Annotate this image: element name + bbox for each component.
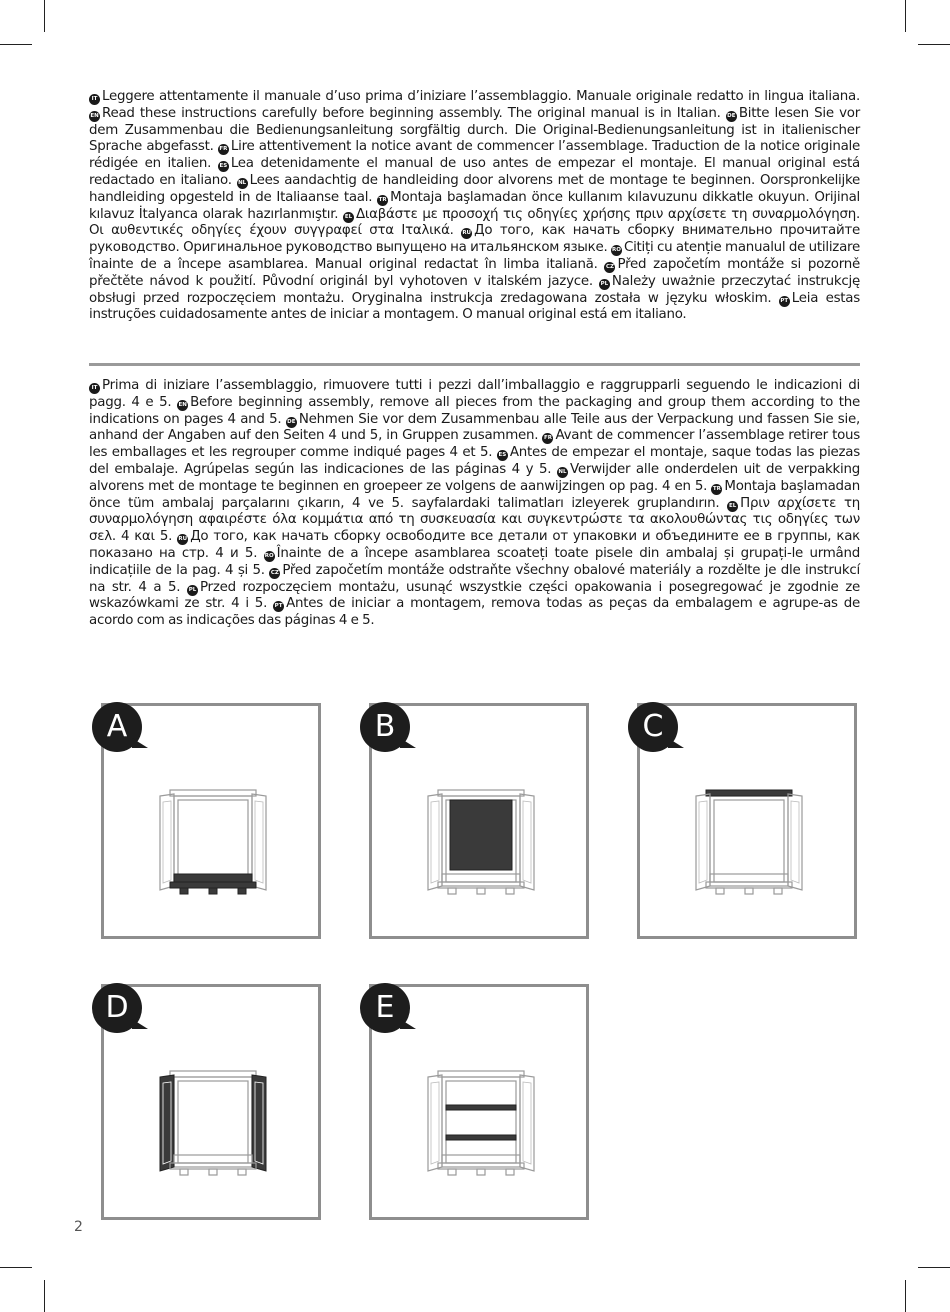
language-text-pl: Należy uważnie przeczytać instrukcję obsługi przed rozpoczęciem montażu. Oryginalna instrukcja zredagowana została w języku włoskim. [89, 273, 860, 306]
language-text-es: Lea detenidamente el manual de uso antes de empezar el montaje. El manual original está redactado en italiano. [89, 156, 860, 188]
crop-mark [905, 0, 906, 32]
language-badge-ru: RU [461, 228, 472, 239]
language-text-cz: Před započetím montáže odstraňte všechny obalové materiály a rozdělte je dle instrukcí na str. 4 a 5. [89, 562, 860, 595]
language-badge-ro: RO [611, 245, 622, 256]
language-badge-cz: CZ [269, 568, 280, 579]
language-badge-fr: FR [542, 433, 553, 444]
language-badge-ro: RO [264, 551, 275, 562]
group-panel-c [637, 703, 857, 939]
language-badge-pl: PL [599, 279, 610, 290]
language-badge-it: IT [89, 94, 100, 105]
cabinet-illustration [692, 788, 806, 898]
language-badge-de: DE [286, 417, 297, 428]
language-text-tr: Montaja başlamadan önce tüm ambalaj parçalarını çıkarın, 4 ve 5. sayfalardaki talimatları izleyerek gruplandırın. [89, 478, 860, 511]
crop-mark [918, 1267, 950, 1268]
language-badge-pt: PT [779, 296, 790, 307]
group-badge: B [360, 702, 410, 752]
language-text-ro: Înainte de a începe asamblarea scoateți toate pisele din ambalaj și grupați-le urmând indicațiile de la pag. 4 și 5. [89, 545, 860, 578]
language-badge-it: IT [89, 383, 100, 394]
crop-mark [0, 1267, 32, 1268]
language-badge-fr: FR [218, 144, 229, 155]
cabinet-illustration [156, 788, 270, 898]
crop-mark [44, 0, 45, 32]
language-text-en: Before beginning assembly, remove all pieces from the packaging and group them according to the indications on pages 4 and 5. [89, 394, 860, 427]
crop-mark [44, 1280, 45, 1312]
language-badge-es: ES [497, 450, 508, 461]
language-badge-cz: CZ [604, 262, 615, 273]
language-text-ru: До того, как начать сборку освободите все детали от упаковки и объедините ее в группы, как показано на стр. 4 и 5. [89, 529, 860, 561]
language-text-en: Read these instructions carefully before beginning assembly. The original manual is in Italian. [102, 105, 726, 121]
crop-mark [0, 44, 32, 45]
language-badge-el: EL [727, 501, 738, 512]
language-badge-el: EL [343, 212, 354, 223]
language-text-ru: До того, как начать сборку внимательно прочитайте руководство. Оригинальное руководство выпущено на итальянском языке. [89, 223, 860, 256]
unpack-paragraph [89, 378, 860, 630]
language-text-pl: Przed rozpoczęciem montażu, usunąć wszystkie części opakowania i posegregować je zgodnie ze wskazówkami ze str. 4 i 5. [89, 579, 860, 612]
language-badge-tr: TR [711, 484, 722, 495]
language-badge-pl: PL [187, 585, 198, 596]
page-number: 2 [74, 1219, 83, 1235]
language-badge-pt: PT [273, 601, 284, 612]
section-divider [89, 363, 860, 366]
group-panel-a [101, 703, 321, 939]
language-text-cz: Před započetím montáže si pozorně přečtěte návod k použití. Původní originál byl vyhotoven v italském jazyce. [89, 256, 860, 289]
language-badge-de: DE [726, 111, 737, 122]
language-text-it: Prima di iniziare l’assemblaggio, rimuovere tutti i pezzi dall’imballaggio e raggrupparli seguendo le indicazioni di pagg. 4 e 5. [89, 378, 860, 410]
crop-mark [905, 1280, 906, 1312]
group-badge: C [628, 702, 678, 752]
language-text-nl: Verwijder alle onderdelen uit de verpakking alvorens met de montage te beginnen en groepeer ze volgens de aanwijzingen op pag. 4 en 5. [89, 461, 860, 494]
cabinet-illustration [424, 788, 538, 898]
language-text-el: Πριν αρχίσετε τη συναρμολόγηση αφαιρέστε όλα κομμάτια από τη συσκευασία και συγκεντρώστε τα ακολουθώντας τις οδηγίες των σελ. 4 και 5. [89, 495, 860, 545]
language-text-fr: Lire attentivement la notice avant de commencer l’assemblage. Traduction de la notice originale rédigée en italien. [89, 139, 860, 172]
language-text-it: Leggere attentamente il manuale d’uso prima d’iniziare l’assemblaggio. Manuale originale redatto in lingua italiana. [102, 89, 860, 104]
language-badge-es: ES [218, 161, 229, 172]
language-text-pt: Antes de iniciar a montagem, remova todas as peças da embalagem e agrupe-as de acordo com as indicações das páginas 4 e 5. [89, 596, 860, 629]
language-text-pt: Leia estas instruções cuidadosamente antes de iniciar a montagem. O manual original está em italiano. [89, 290, 860, 323]
language-text-de: Bitte lesen Sie vor dem Zusammenbau die Bedienungsanleitung sorgfältig durch. Die Original-Bedienungsanleitung ist in italienischer Sprache abgefasst. [89, 105, 860, 155]
group-panel-d [101, 984, 321, 1220]
language-text-fr: Avant de commencer l’assemblage retirer tous les emballages et les regrouper comme indiqué pages 4 et 5. [89, 428, 860, 461]
language-badge-en: EN [177, 400, 188, 411]
language-text-de: Nehmen Sie vor dem Zusammenbau alle Teile aus der Verpackung und fassen Sie sie, anhand der Angaben auf den Seiten 4 und 5, in Gruppen zusammen. [89, 411, 860, 444]
crop-mark [918, 44, 950, 45]
language-badge-tr: TR [377, 195, 388, 206]
language-text-el: Διαβάστε με προσοχή τις οδηγίες χρήσης πριν αρχίσετε τη συναρμολόγηση. Οι αυθεντικές οδηγίες έχουν συγγραφεί στα Ιταλικά. [89, 206, 860, 239]
language-text-nl: Lees aandachtig de handleiding door alvorens met de montage te beginnen. Oorspronkelijke handleiding opgesteld in de Italiaanse taal. [89, 172, 860, 205]
intro-paragraph [89, 89, 860, 324]
language-text-es: Antes de empezar el montaje, saque todas las piezas del embalaje. Agrúpelas según las indicaciones de las páginas 4 y 5. [89, 445, 860, 477]
language-text-tr: Montaja başlamadan önce kullanım kılavuzunu dikkatle okuyun. Orijinal kılavuz İtalyanca olarak hazırlanmıştır. [89, 189, 860, 222]
language-badge-ru: RU [177, 534, 188, 545]
language-badge-en: EN [89, 111, 100, 122]
group-panel-e [369, 984, 589, 1220]
cabinet-illustration [424, 1069, 538, 1179]
group-panel-b [369, 703, 589, 939]
group-badge: D [92, 983, 142, 1033]
group-badge: A [92, 702, 142, 752]
cabinet-illustration [156, 1069, 270, 1179]
language-badge-nl: NL [237, 178, 248, 189]
group-badge: E [360, 983, 410, 1033]
language-text-ro: Citiți cu atenție manualul de utilizare înainte de a începe asamblarea. Manual original redactat în limba italiană. [89, 240, 860, 272]
language-badge-nl: NL [557, 467, 568, 478]
